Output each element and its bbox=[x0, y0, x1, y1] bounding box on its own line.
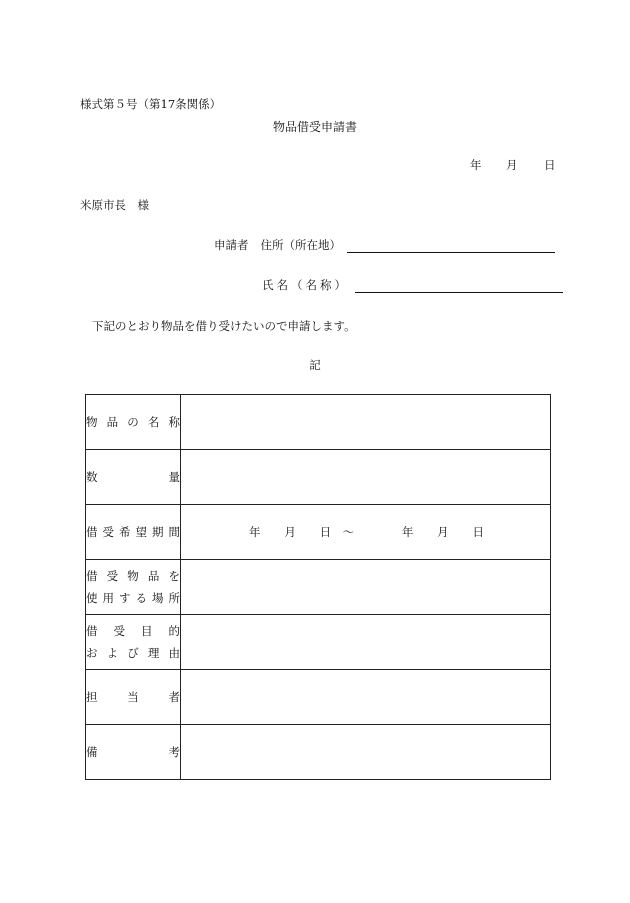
table-row bbox=[86, 670, 551, 725]
label-char: 当 bbox=[127, 690, 139, 704]
label-char: 考 bbox=[168, 745, 180, 759]
document-title: 物品借受申請書 bbox=[272, 120, 357, 134]
label-char: お bbox=[86, 646, 98, 660]
label-period bbox=[86, 505, 181, 560]
value-contact[interactable] bbox=[181, 670, 551, 725]
label-char: 借 bbox=[86, 569, 98, 583]
justified-label bbox=[86, 587, 180, 609]
label-quantity bbox=[86, 450, 181, 505]
justified-label bbox=[86, 686, 180, 708]
address-label: 住所（所在地） bbox=[260, 238, 341, 252]
justified-label bbox=[86, 565, 180, 587]
label-char: 受 bbox=[102, 525, 114, 539]
table-row bbox=[86, 615, 551, 670]
label-char: 望 bbox=[135, 525, 147, 539]
label-char: 受 bbox=[106, 569, 119, 583]
label-char: 品 bbox=[106, 415, 119, 429]
name-field[interactable] bbox=[355, 278, 563, 293]
label-char: 借 bbox=[86, 525, 98, 539]
label-char: 数 bbox=[86, 470, 98, 484]
period-end-year: 年 bbox=[401, 525, 414, 539]
period-start-day bbox=[320, 524, 355, 540]
label-char: 用 bbox=[102, 591, 114, 605]
application-table bbox=[85, 394, 551, 780]
label-char: 希 bbox=[119, 525, 131, 539]
date-day: 日 bbox=[544, 158, 556, 172]
label-char: を bbox=[168, 569, 180, 583]
label-char: 受 bbox=[113, 624, 125, 638]
label-char: 物 bbox=[86, 415, 98, 429]
label-char: 称 bbox=[168, 415, 180, 429]
ki-heading: 記 bbox=[309, 358, 321, 372]
table-row bbox=[86, 505, 551, 560]
label-char: 使 bbox=[86, 591, 98, 605]
table-row bbox=[86, 725, 551, 780]
label-remarks bbox=[86, 725, 181, 780]
label-char: 借 bbox=[86, 624, 98, 638]
value-purpose[interactable] bbox=[181, 615, 551, 670]
period-start-month: 月 bbox=[284, 525, 296, 539]
label-char: 理 bbox=[147, 646, 160, 660]
justified-label bbox=[86, 411, 180, 433]
name-label-text: 氏名（名称） bbox=[262, 278, 349, 292]
label-char: す bbox=[119, 591, 131, 605]
date-year: 年 bbox=[470, 158, 482, 172]
label-char: 的 bbox=[168, 624, 180, 638]
label-char: の bbox=[127, 415, 139, 429]
justified-label bbox=[86, 620, 180, 642]
value-location[interactable] bbox=[181, 560, 551, 615]
justified-label bbox=[86, 741, 180, 763]
value-quantity[interactable] bbox=[181, 450, 551, 505]
value-item-name[interactable] bbox=[181, 395, 551, 450]
request-text: 下記のとおり物品を借り受けたいので申請します。 bbox=[92, 319, 356, 333]
label-char: よ bbox=[106, 646, 119, 660]
table-row bbox=[86, 560, 551, 615]
label-char: 目 bbox=[141, 624, 153, 638]
period-start-year: 年 bbox=[249, 525, 261, 539]
period-start-day-text: 日 bbox=[319, 525, 332, 539]
label-char: る bbox=[135, 591, 147, 605]
label-char: 名 bbox=[147, 415, 160, 429]
addressee: 米原市長 様 bbox=[80, 198, 149, 212]
label-char: 由 bbox=[168, 646, 180, 660]
applicant-role: 申請者 bbox=[214, 238, 249, 252]
address-field[interactable] bbox=[347, 238, 555, 253]
label-char: 間 bbox=[168, 525, 180, 539]
value-remarks[interactable] bbox=[181, 725, 551, 780]
label-location bbox=[86, 560, 181, 615]
date-line bbox=[470, 157, 556, 173]
applicant-name-row bbox=[262, 277, 563, 293]
label-char: 所 bbox=[168, 591, 180, 605]
period-tilde: ～ bbox=[342, 525, 355, 539]
label-contact bbox=[86, 670, 181, 725]
justified-label bbox=[86, 466, 180, 488]
form-number: 様式第５号（第17条関係） bbox=[80, 97, 222, 111]
date-month: 月 bbox=[506, 158, 518, 172]
label-char: 期 bbox=[152, 525, 164, 539]
label-char: 物 bbox=[127, 569, 139, 583]
period-end-month: 月 bbox=[437, 525, 449, 539]
table-row bbox=[86, 450, 551, 505]
value-period[interactable] bbox=[181, 505, 551, 560]
label-char: 備 bbox=[86, 745, 98, 759]
label-char: 品 bbox=[147, 569, 160, 583]
justified-label bbox=[86, 642, 180, 664]
table-row bbox=[86, 395, 551, 450]
label-char: び bbox=[127, 646, 139, 660]
period-end-day: 日 bbox=[472, 525, 484, 539]
label-item-name bbox=[86, 395, 181, 450]
label-char: 者 bbox=[168, 690, 180, 704]
name-label bbox=[262, 277, 349, 293]
label-char: 担 bbox=[86, 690, 98, 704]
justified-label bbox=[86, 521, 180, 543]
period-line bbox=[249, 524, 484, 540]
label-char: 量 bbox=[168, 470, 180, 484]
label-purpose bbox=[86, 615, 181, 670]
label-char: 場 bbox=[152, 591, 164, 605]
applicant-address-row bbox=[214, 237, 555, 253]
